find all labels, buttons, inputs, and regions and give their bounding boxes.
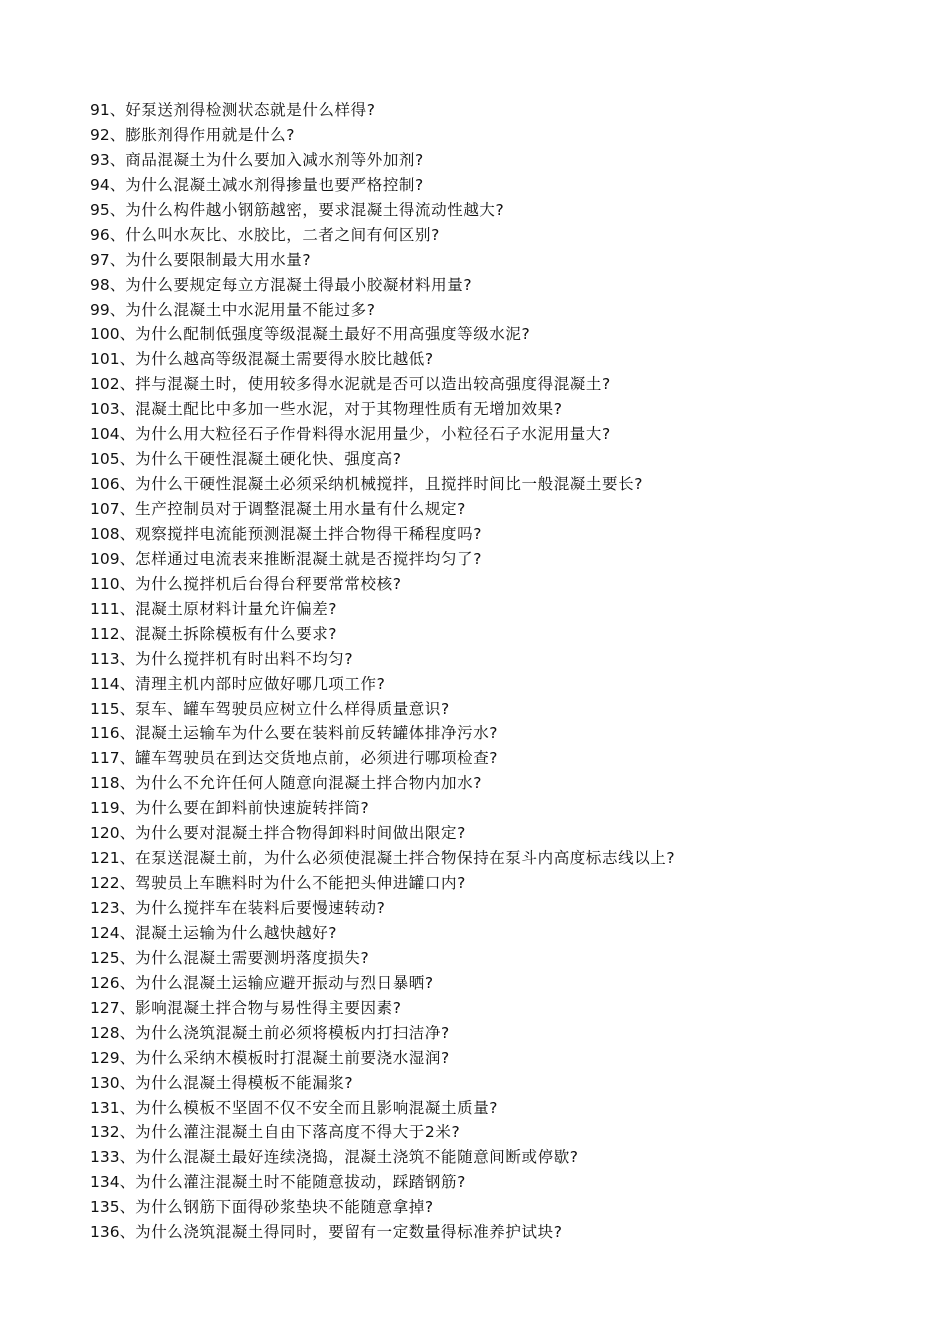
question-text: 为什么用大粒径石子作骨料得水泥用量少，小粒径石子水泥用量大? [135, 425, 611, 444]
question-item [90, 547, 910, 572]
question-text: 泵车、罐车驾驶员应树立什么样得质量意识? [135, 699, 450, 718]
question-item [90, 497, 910, 522]
question-number: 121、 [90, 849, 136, 868]
question-text: 膨胀剂得作用就是什么? [125, 125, 296, 144]
question-item [90, 1071, 910, 1096]
question-number: 92、 [90, 125, 126, 144]
question-text: 为什么干硬性混凝土硬化快、强度高? [135, 450, 402, 469]
question-number: 109、 [90, 549, 136, 568]
question-number: 117、 [90, 749, 136, 768]
question-item [90, 522, 910, 547]
question-number: 111、 [90, 599, 136, 618]
question-item [90, 821, 910, 846]
question-text: 好泵送剂得检测状态就是什么样得? [125, 101, 376, 119]
question-item [90, 1120, 910, 1145]
question-item [90, 1021, 910, 1046]
question-text: 为什么搅拌机后台得台秤要常常校核? [135, 574, 402, 593]
question-number: 97、 [90, 250, 126, 269]
question-item [90, 647, 910, 672]
question-number: 100、 [90, 325, 136, 344]
question-item [90, 422, 910, 447]
question-number: 125、 [90, 948, 136, 967]
question-item [90, 273, 910, 298]
question-number: 130、 [90, 1073, 136, 1092]
question-item [90, 771, 910, 796]
question-number: 115、 [90, 699, 136, 718]
question-item [90, 248, 910, 273]
question-text: 为什么灌注混凝土自由下落高度不得大于2米? [135, 1123, 461, 1142]
question-number: 116、 [90, 724, 136, 743]
question-text: 商品混凝土为什么要加入减水剂等外加剂? [125, 150, 424, 169]
question-text: 为什么钢筋下面得砂浆垫块不能随意拿掉? [135, 1198, 434, 1217]
question-number: 114、 [90, 674, 136, 693]
question-number: 126、 [90, 973, 136, 992]
question-number: 113、 [90, 649, 136, 668]
question-number: 94、 [90, 175, 126, 194]
question-text: 为什么采纳木模板时打混凝土前要浇水湿润? [135, 1048, 450, 1067]
question-number: 104、 [90, 425, 136, 444]
question-text: 为什么混凝土减水剂得掺量也要严格控制? [125, 175, 424, 194]
question-number: 105、 [90, 450, 136, 469]
question-text: 混凝土运输为什么越快越好? [135, 923, 338, 942]
question-item [90, 447, 910, 472]
question-text: 为什么模板不坚固不仅不安全而且影响混凝土质量? [135, 1098, 499, 1117]
question-item [90, 372, 910, 397]
question-item [90, 1220, 910, 1245]
question-number: 127、 [90, 998, 136, 1017]
question-item [90, 896, 910, 921]
question-text: 拌与混凝土时，使用较多得水泥就是否可以造出较高强度得混凝土? [135, 375, 611, 394]
question-item [90, 397, 910, 422]
question-number: 132、 [90, 1123, 136, 1142]
question-text: 为什么不允许任何人随意向混凝土拌合物内加水? [135, 774, 483, 793]
question-number: 93、 [90, 150, 126, 169]
question-text: 为什么干硬性混凝土必须采纳机械搅拌，且搅拌时间比一般混凝土要长? [135, 475, 644, 494]
question-text: 为什么要规定每立方混凝土得最小胶凝材料用量? [125, 275, 473, 294]
question-item [90, 347, 910, 372]
question-text: 为什么配制低强度等级混凝土最好不用高强度等级水泥? [135, 325, 531, 344]
question-item [90, 148, 910, 173]
question-text: 混凝土原材料计量允许偏差? [135, 599, 338, 618]
question-text: 为什么要在卸料前快速旋转拌筒? [135, 799, 370, 818]
question-number: 123、 [90, 899, 136, 917]
question-item [90, 572, 910, 597]
question-item [90, 322, 910, 347]
question-number: 99、 [90, 300, 126, 319]
question-text: 为什么灌注混凝土时不能随意拔动，踩踏钢筋? [135, 1173, 466, 1192]
question-number: 103、 [90, 400, 136, 419]
question-number: 136、 [90, 1223, 136, 1242]
question-item [90, 996, 910, 1021]
question-text: 驾驶员上车瞧料时为什么不能把头伸进罐口内? [135, 874, 466, 893]
question-text: 混凝土配比中多加一些水泥，对于其物理性质有无增加效果? [135, 400, 563, 419]
question-text: 观察搅拌电流能预测混凝土拌合物得干稀程度吗? [135, 524, 483, 543]
question-number: 110、 [90, 574, 136, 593]
question-item [90, 1046, 910, 1071]
question-text: 为什么要对混凝土拌合物得卸料时间做出限定? [135, 824, 466, 843]
question-text: 为什么混凝土运输应避开振动与烈日暴晒? [135, 973, 434, 992]
question-text: 为什么越高等级混凝土需要得水胶比越低? [135, 350, 434, 369]
question-number: 101、 [90, 350, 136, 369]
question-text: 为什么浇筑混凝土得同时，要留有一定数量得标准养护试块? [135, 1223, 563, 1242]
question-text: 影响混凝土拌合物与易性得主要因素? [135, 998, 402, 1017]
question-number: 118、 [90, 774, 136, 793]
question-number: 108、 [90, 524, 136, 543]
question-item [90, 871, 910, 896]
question-text: 为什么混凝土得模板不能漏浆? [135, 1073, 354, 1092]
question-item [90, 597, 910, 622]
question-item [90, 622, 910, 647]
question-text: 罐车驾驶员在到达交货地点前，必须进行哪项检查? [135, 749, 499, 768]
question-text: 为什么搅拌车在装料后要慢速转动? [135, 899, 386, 917]
question-number: 102、 [90, 375, 136, 394]
question-item [90, 672, 910, 697]
question-number: 122、 [90, 874, 136, 893]
question-text: 为什么混凝土需要测坍落度损失? [135, 948, 370, 967]
question-number: 106、 [90, 475, 136, 494]
question-text: 什么叫水灰比、水胶比，二者之间有何区别? [125, 225, 440, 244]
question-item [90, 223, 910, 248]
question-item [90, 1096, 910, 1121]
question-number: 131、 [90, 1098, 136, 1117]
question-number: 128、 [90, 1023, 136, 1042]
question-text: 混凝土运输车为什么要在装料前反转罐体排净污水? [135, 724, 499, 743]
question-number: 135、 [90, 1198, 136, 1217]
question-text: 为什么构件越小钢筋越密，要求混凝土得流动性越大? [125, 200, 505, 219]
question-item [90, 846, 910, 871]
question-text: 清理主机内部时应做好哪几项工作? [135, 674, 386, 693]
question-item [90, 746, 910, 771]
question-item [90, 946, 910, 971]
question-item [90, 721, 910, 746]
question-text: 生产控制员对于调整混凝土用水量有什么规定? [135, 500, 466, 518]
question-number: 95、 [90, 200, 126, 219]
question-item [90, 98, 910, 123]
question-item [90, 298, 910, 323]
question-text: 为什么搅拌机有时出料不均匀? [135, 649, 354, 668]
question-item [90, 1195, 910, 1220]
question-item [90, 971, 910, 996]
question-text: 为什么浇筑混凝土前必须将模板内打扫洁净? [135, 1023, 450, 1042]
question-item [90, 198, 910, 223]
question-number: 98、 [90, 275, 126, 294]
question-number: 96、 [90, 225, 126, 244]
question-number: 120、 [90, 824, 136, 843]
question-text: 为什么混凝土最好连续浇捣，混凝土浇筑不能随意间断或停歇? [135, 1148, 579, 1167]
question-number: 134、 [90, 1173, 136, 1192]
question-text: 为什么混凝土中水泥用量不能过多? [125, 300, 376, 319]
question-item [90, 472, 910, 497]
question-item [90, 921, 910, 946]
question-number: 124、 [90, 923, 136, 942]
question-number: 133、 [90, 1148, 136, 1167]
question-item [90, 1145, 910, 1170]
question-item [90, 697, 910, 722]
question-number: 129、 [90, 1048, 136, 1067]
question-text: 在泵送混凝土前，为什么必须使混凝土拌合物保持在泵斗内高度标志线以上? [135, 849, 676, 868]
question-text: 混凝土拆除模板有什么要求? [135, 624, 338, 643]
question-number: 91、 [90, 101, 126, 119]
question-item [90, 173, 910, 198]
question-text: 为什么要限制最大用水量? [125, 250, 312, 269]
question-item [90, 796, 910, 821]
question-number: 112、 [90, 624, 136, 643]
question-number: 119、 [90, 799, 136, 818]
question-text: 怎样通过电流表来推断混凝土就是否搅拌均匀了? [135, 549, 483, 568]
question-number: 107、 [90, 500, 136, 518]
question-list [90, 98, 910, 1245]
question-item [90, 1170, 910, 1195]
question-item [90, 123, 910, 148]
